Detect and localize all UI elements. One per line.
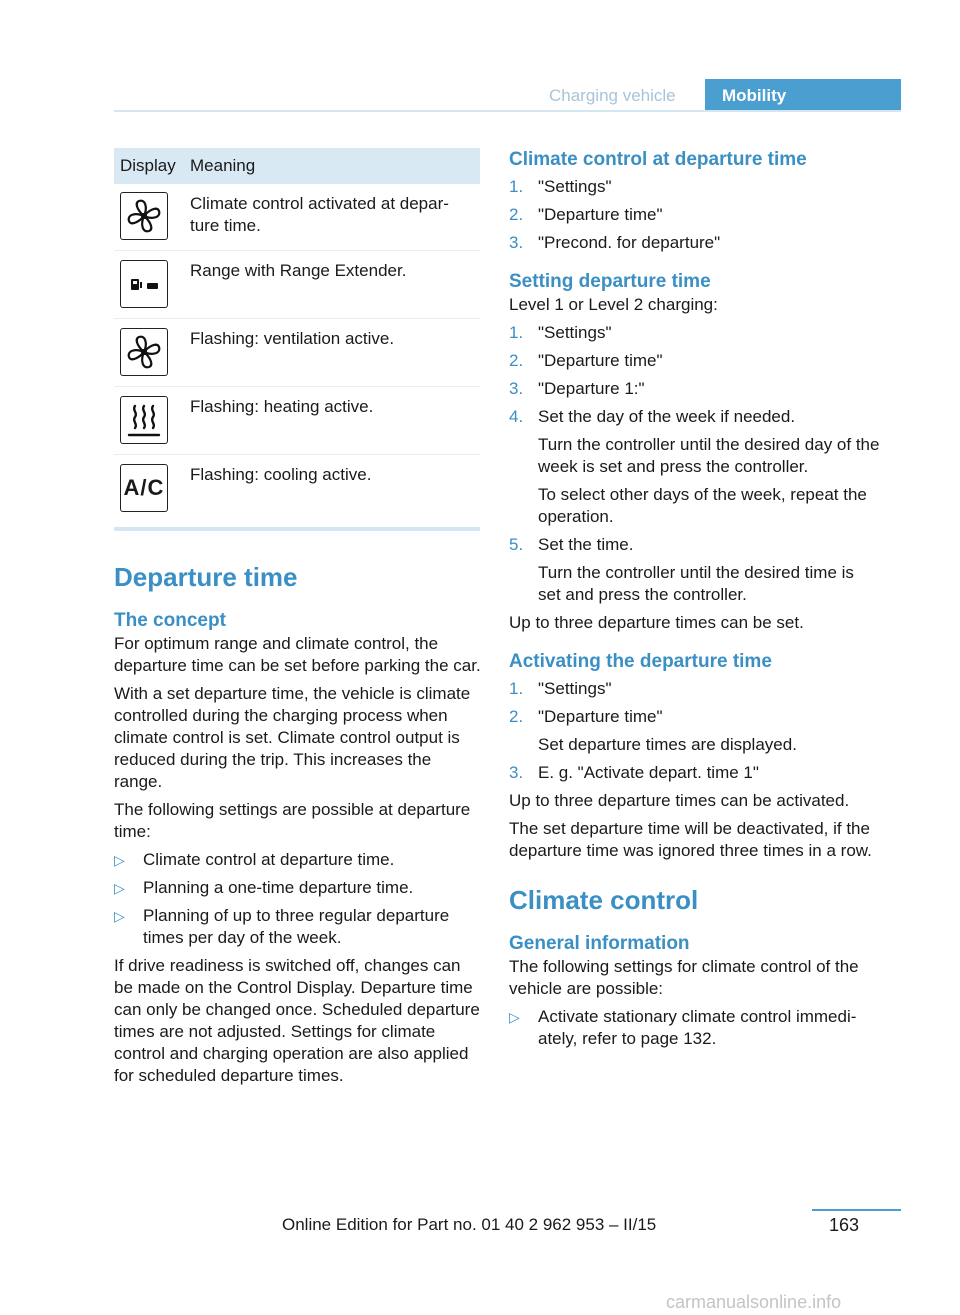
list-item: 5. Set the time. Turn the controller until the desired time is set and press the controller. [509,535,854,604]
paragraph: For optimum range and climate control, the departure time can be set before parking the car. [114,634,481,675]
paragraph: If drive readiness is switched off, changes can be made on the Control Display. Departure time can only be changed once. Scheduled departure times are not adjusted. Settings for climate control and charging operation are also applied for scheduled departure times. [114,956,480,1085]
general-information-heading: General information [509,933,690,954]
table-row [114,184,480,251]
cc-departure-heading: Climate control at departure time [509,149,807,170]
footer-rule [812,1209,901,1211]
ac-icon-label: A/C [123,475,165,500]
paragraph: With a set departure time, the vehicle is climate controlled during the charging process when climate control is set. Climate control output is reduced during the trip. This increases the range. [114,684,471,791]
list-item: 1. "Settings" [509,177,612,196]
table-row [114,455,480,521]
watermark: carmanualsonline.info [666,1292,842,1312]
list-item: 2. "Departure time" [509,351,663,370]
section-title: Charging vehicle [549,86,676,105]
list-item: 2. "Departure time" Set departure times are displayed. [509,707,797,754]
meaning-text: Flashing: ventilation active. [190,329,395,348]
set-departure-heading: Setting departure time [509,271,711,292]
activate-departure-heading: Activating the departure time [509,651,772,672]
meaning-text: Range with Range Extender. [190,261,407,280]
display-meaning-table [114,148,480,531]
list-item: ▷ Planning of up to three regular departure times per day of the week. [114,906,450,947]
paragraph: The following settings are possible at departure time: [114,800,471,841]
climate-control-title: Climate control [509,885,699,915]
list-item: ▷ Climate control at departure time. [114,850,395,869]
range-extender-icon [120,260,168,308]
chapter-tab [705,79,901,112]
left-column [114,561,482,1093]
table-header [114,148,480,184]
paragraph: Up to three departure times can be set. [509,613,804,632]
page-number: 163 [829,1215,860,1235]
meaning-text: Climate control activated at departure time. [190,194,449,235]
ac-icon [120,464,168,512]
activate-steps [509,678,881,784]
list-item: 2. "Departure time" [509,205,663,224]
table-bottom-rule [114,527,480,531]
paragraph: Level 1 or Level 2 charging: [509,295,718,314]
list-item: ▷ Activate stationary climate control immediately, refer to page 132. [509,1007,857,1048]
meaning-text: Flashing: cooling active. [190,465,372,484]
list-item: 1. "Settings" [509,679,612,698]
fan-icon [120,192,168,240]
list-item: 4. Set the day of the week if needed. Turn the controller until the desired day of the week is set and press the controller. To select other days of the week, repeat the operation. [509,407,880,526]
climate-settings-list [509,1006,881,1050]
meaning-text: Flashing: heating active. [190,397,374,416]
heating-icon [120,396,168,444]
list-item: 1. "Settings" [509,323,612,342]
concept-heading: The concept [114,610,226,631]
list-item: 3. "Departure 1:" [509,379,645,398]
col-display: Display [120,156,176,175]
paragraph: Up to three departure times can be activated. [509,791,850,810]
ventilation-fan-icon [120,328,168,376]
chapter-tab-label: Mobility [722,86,787,105]
right-column [509,148,881,1056]
list-item: ▷ Planning a one-time departure time. [114,878,414,897]
paragraph: The following settings for climate control of the vehicle are possible: [509,957,859,998]
list-item: 3. E. g. "Activate depart. time 1" [509,763,759,782]
edition-text: Online Edition for Part no. 01 40 2 962 953 – II/15 [282,1215,657,1234]
col-meaning: Meaning [190,156,256,175]
set-steps [509,322,881,606]
header-rule [114,110,901,112]
table-row [114,251,480,319]
cc-steps [509,176,881,254]
table-row [114,387,480,455]
list-item: 3. "Precond. for departure" [509,233,721,252]
departure-time-title: Departure time [114,562,298,592]
settings-list [114,849,482,949]
table-row [114,319,480,387]
paragraph: The set departure time will be deactivated, if the departure time was ignored three times in a row. [509,819,872,860]
